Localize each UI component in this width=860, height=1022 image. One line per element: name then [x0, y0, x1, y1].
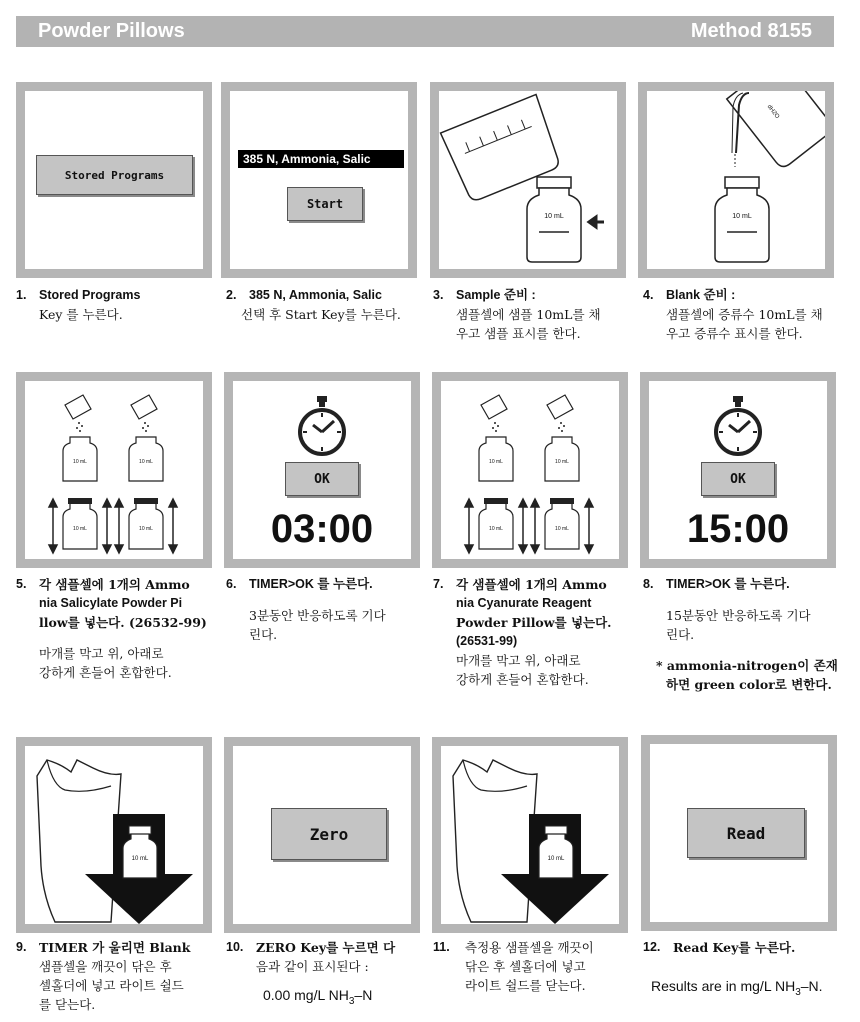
cell-volume-label: 10 mL	[73, 526, 87, 532]
powder-pillows-shake-illustration	[441, 381, 619, 559]
panel-2-program-select	[221, 82, 417, 278]
step-4-caption: 4. Blank 준비 : 샘플셀에 증류수 10mL를 채 우고 증류수 표시를 한다.	[643, 288, 823, 341]
panel-5-salicylate-add	[16, 372, 212, 568]
step-12-caption: 12. Read Key를 누른다.	[643, 940, 796, 955]
zero-button[interactable]: Zero	[271, 808, 387, 860]
panel-7-cyanurate-add	[432, 372, 628, 568]
cell-volume-label: 10 mL	[732, 213, 752, 220]
cell-volume-label: 10 mL	[555, 526, 569, 532]
program-name-bar: 385 N, Ammonia, Salic	[238, 150, 404, 168]
step-10-caption: 10. ZERO Key를 누르면 다 음과 같이 표시된다 :	[226, 940, 396, 974]
step-7-caption: 7. 각 샘플셀에 1개의 Ammo nia Cyanurate Reagent Powder Pillow를 넣는다. (26531-99) 마개를 막고 위, 아래로 강하게 흔들어 혼합한다.	[433, 577, 612, 687]
stored-programs-button[interactable]: Stored Programs	[36, 155, 193, 195]
zero-result-display: 0.00 mg/L $NH_3-N$	[263, 987, 373, 1007]
step-9-caption: 9. TIMER 가 울리면 Blank 샘플셀을 깨끗이 닦은 후 셀홀더에 넣고 라이트 쉴드 를 닫는다.	[16, 940, 191, 1012]
step-6-caption: 6. TIMER>OK 를 누른다. 3분동안 반응하도록 기다 린다.	[226, 577, 386, 642]
wash-bottle-text: dH2O	[765, 103, 781, 121]
timer-display: 15:00	[686, 507, 790, 551]
cell-volume-label: 10 mL	[555, 459, 569, 465]
cell-volume-label: 10 mL	[131, 856, 149, 862]
panel-9-insert-blank	[16, 737, 212, 933]
cell-volume-label: 10 mL	[544, 213, 564, 220]
ok-button[interactable]: OK	[285, 462, 359, 496]
read-button[interactable]: Read	[687, 808, 805, 858]
blank-cell-icon	[647, 91, 825, 269]
step-1-caption: 1. Stored Programs Key 를 누른다.	[16, 288, 141, 322]
cell-volume-label: 10 mL	[489, 459, 503, 465]
panel-4-blank-prep	[638, 82, 834, 278]
powder-pillows-shake-illustration	[25, 381, 203, 559]
sample-cell-icon	[439, 91, 617, 269]
step-5-caption: 5. 각 샘플셀에 1개의 Ammo nia Salicylate Powder Pi llow를 넣는다. (26532-99) 마개를 막고 위, 아래로 강하게 흔들어 혼합한다.	[16, 577, 207, 680]
start-button[interactable]: Start	[287, 187, 363, 221]
step-11-caption: 11. 측정용 샘플셀을 깨끗이 닦은 후 셀홀더에 넣고 라이트 쉴드를 닫는다.	[433, 940, 594, 993]
ok-button[interactable]: OK	[701, 462, 775, 496]
cell-volume-label: 10 mL	[547, 856, 565, 862]
cell-volume-label: 10 mL	[139, 526, 153, 532]
cell-holder-insert-illustration	[441, 746, 619, 924]
read-result-display: Results are in mg/L $NH_3-N$.	[651, 978, 823, 998]
panel-3-sample-prep	[430, 82, 626, 278]
panel-10-zero	[224, 737, 420, 933]
panel-6-timer-3min	[224, 372, 420, 568]
step-2-caption: 2. 385 N, Ammonia, Salic 선택 후 Start Key를 누른다.	[226, 288, 401, 322]
cell-volume-label: 10 mL	[73, 459, 87, 465]
cell-holder-insert-illustration	[25, 746, 203, 924]
header-title: Powder Pillows	[38, 20, 185, 42]
panel-12-read	[641, 735, 837, 931]
cell-volume-label: 10 mL	[139, 459, 153, 465]
step-8-caption: 8. TIMER>OK 를 누른다. 15분동안 반응하도록 기다 린다. * ammonia-nitrogen이 존재 하면 green color로 변한다.	[643, 577, 838, 692]
step-3-caption: 3. Sample 준비 : 샘플셀에 샘플 10mL를 채 우고 샘플 표시를 한다.	[433, 288, 601, 341]
panel-8-timer-15min	[640, 372, 836, 568]
panel-1-stored-programs	[16, 82, 212, 278]
cell-volume-label: 10 mL	[489, 526, 503, 532]
page-header	[16, 16, 834, 47]
timer-display: 03:00	[270, 507, 374, 551]
method-number: Method 8155	[690, 20, 812, 42]
panel-11-insert-sample	[432, 737, 628, 933]
